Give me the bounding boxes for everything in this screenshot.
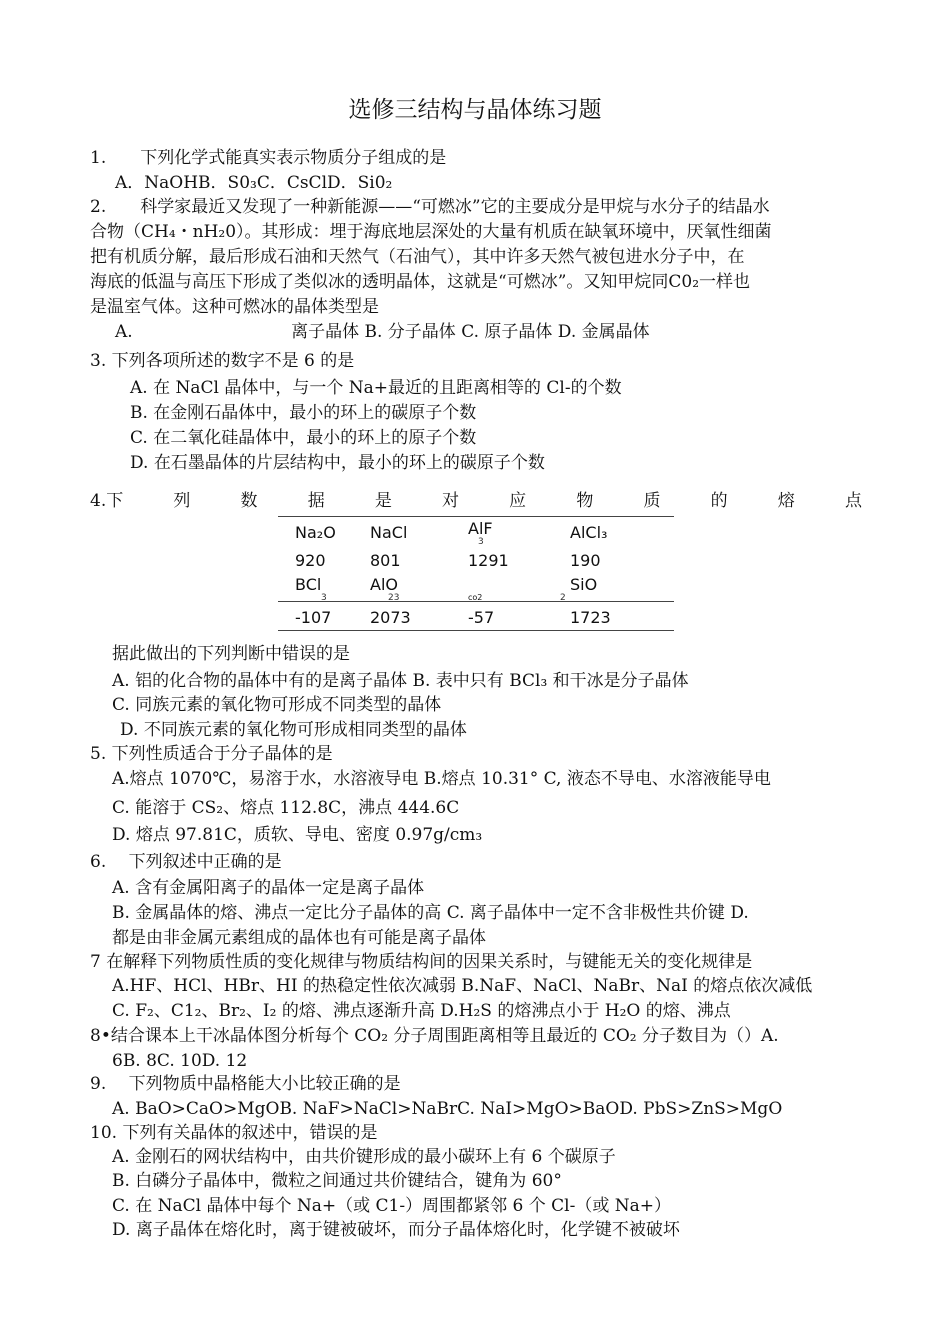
question-4-option-c: C. 同族元素的氧化物可形成不同类型的晶体: [112, 695, 442, 715]
question-7-option-cd: C. F₂、C1₂、Br₂、I₂ 的熔、沸点逐渐升高 D.H₂S 的熔沸点小于 H₂O 的熔、沸点: [112, 1001, 731, 1021]
q4-word: 的: [710, 491, 728, 511]
question-3: 3. 下列各项所述的数字不是 6 的是: [90, 351, 355, 371]
question-6: 6. 下列叙述中正确的是: [90, 852, 282, 872]
table-cell: SiO 2: [560, 575, 598, 603]
table-cell: AlCl₃: [570, 523, 608, 542]
q4-word: 物: [576, 491, 594, 511]
melting-point-table: [278, 516, 674, 631]
question-10-option-c: C. 在 NaCl 晶体中每个 Na+（或 C1-）周围都紧邻 6 个 Cl-（或 Na+）: [112, 1196, 671, 1216]
question-6-option-d-cont: 都是由非金属元素组成的晶体也有可能是离子晶体: [112, 928, 486, 948]
question-10-option-a: A. 金刚石的网状结构中，由共价键形成的最小碳环上有 6 个碳原子: [112, 1147, 616, 1167]
question-3-option-b: B. 在金刚石晶体中，最小的环上的碳原子个数: [130, 403, 477, 423]
question-1-options: A．NaOHB．S0₃C．CsClD．Si0₂: [115, 173, 393, 193]
table-cell: 801: [370, 551, 401, 570]
table-cell: 190: [570, 551, 601, 570]
question-4-prompt: 据此做出的下列判断中错误的是: [112, 644, 350, 664]
q4-word: 点: [844, 491, 862, 511]
table-row: [278, 601, 674, 631]
q4-word: 4.下: [90, 491, 124, 511]
question-3-option-c: C. 在二氧化硅晶体中，最小的环上的原子个数: [130, 428, 477, 448]
table-cell: BCl 3: [295, 575, 327, 603]
table-cell: 1723: [570, 608, 611, 627]
q4-word: 对: [442, 491, 460, 511]
table-row: [278, 545, 674, 573]
question-1: 1. 下列化学式能真实表示物质分子组成的是: [90, 148, 447, 168]
table-row: [278, 517, 674, 545]
question-2-line: 海底的低温与高压下形成了类似冰的透明晶体，这就是“可燃冰”。又知甲烷同C0₂一样也: [90, 272, 751, 292]
question-4-option-ab: A. 铝的化合物的晶体中有的是离子晶体 B. 表中只有 BCl₃ 和干冰是分子晶体: [112, 671, 689, 691]
question-4-option-d: D. 不同族元素的氧化物可形成相同类型的晶体: [120, 720, 467, 740]
question-8-options: 6B. 8C. 10D. 12: [112, 1051, 248, 1071]
q4-word: 质: [643, 491, 661, 511]
question-2-line: 把有机质分解，最后形成石油和天然气（石油气），其中许多天然气被包进水分子中，在: [90, 247, 745, 267]
question-5: 5. 下列性质适合于分子晶体的是: [90, 744, 333, 764]
question-5-option-ab: A.熔点 1070℃，易溶于水，水溶液导电 B.熔点 10.31° C, 液态不导电、水溶液能导电: [112, 769, 771, 789]
q4-word: 应: [509, 491, 527, 511]
table-cell: 1291: [468, 551, 509, 570]
question-6-option-bcd: B. 金属晶体的熔、沸点一定比分子晶体的高 C. 离子晶体中一定不含非极性共价键 D.: [112, 903, 749, 923]
table-cell: AlF 3: [468, 519, 493, 547]
question-8: 8•结合课本上干冰晶体图分析每个 CO₂ 分子周围距离相等且最近的 CO₂ 分子数目为（）A.: [90, 1026, 779, 1046]
question-4: [90, 490, 862, 512]
table-cell: co2: [468, 593, 483, 602]
q4-word: 列: [173, 491, 191, 511]
page-title: 选修三结构与晶体练习题: [348, 97, 602, 123]
table-row: [278, 573, 674, 601]
q4-word: 是: [374, 491, 392, 511]
table-cell: AlO 23: [370, 575, 400, 603]
table-cell: 920: [295, 551, 326, 570]
question-5-option-d: D. 熔点 97.81C，质软、导电、密度 0.97g/cm₃: [112, 825, 483, 845]
q4-word: 数: [240, 491, 258, 511]
question-3-option-d: D. 在石墨晶体的片层结构中，最小的环上的碳原子个数: [130, 453, 545, 473]
question-6-option-a: A. 含有金属阳离子的晶体一定是离子晶体: [112, 878, 425, 898]
table-cell: 2073: [370, 608, 411, 627]
q4-word: 熔: [777, 491, 795, 511]
question-10-option-d: D. 离子晶体在熔化时，离于键被破坏，而分子晶体熔化时，化学键不被破坏: [112, 1220, 680, 1240]
question-2-options: A. 离子晶体 B. 分子晶体 C. 原子晶体 D. 金属晶体: [115, 322, 650, 342]
question-2: 2. 科学家最近又发现了一种新能源——“可燃冰”它的主要成分是甲烷与水分子的结晶水: [90, 197, 770, 217]
question-2-line: 是温室气体。这种可燃冰的晶体类型是: [90, 297, 379, 317]
question-2-line: 合物（CH₄・nH₂0）。其形成：埋于海底地层深处的大量有机质在缺氧环境中，厌氧性细菌: [90, 222, 772, 242]
question-3-option-a: A. 在 NaCl 晶体中，与一个 Na+最近的且距离相等的 Cl-的个数: [130, 378, 622, 398]
question-5-option-c: C. 能溶于 CS₂、熔点 112.8C，沸点 444.6C: [112, 798, 460, 818]
table-cell: NaCl: [370, 523, 408, 542]
question-10: 10. 下列有关晶体的叙述中，错误的是: [90, 1123, 378, 1143]
q4-word: 据: [307, 491, 325, 511]
table-cell: -107: [295, 608, 332, 627]
question-10-option-b: B. 白磷分子晶体中，微粒之间通过共价键结合，键角为 60°: [112, 1171, 562, 1191]
question-9: 9. 下列物质中晶格能大小比较正确的是: [90, 1074, 401, 1094]
question-7: 7 在解释下列物质性质的变化规律与物质结构间的因果关系时，与键能无关的变化规律是: [90, 952, 753, 972]
question-7-option-ab: A.HF、HCl、HBr、HI 的热稳定性依次减弱 B.NaF、NaCl、NaBr、NaI 的熔点依次减低: [112, 976, 813, 996]
table-cell: Na₂O: [295, 523, 336, 542]
table-cell: -57: [468, 608, 495, 627]
question-9-options: A. BaO>CaO>MgOB. NaF>NaCl>NaBrC. NaI>MgO>BaOD. PbS>ZnS>MgO: [112, 1099, 783, 1119]
